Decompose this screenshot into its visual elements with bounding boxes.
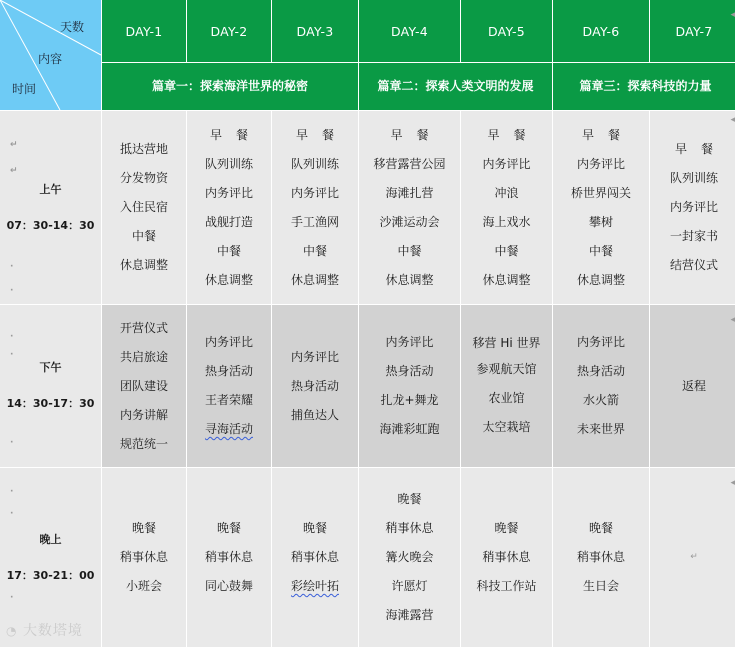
watermark bbox=[6, 620, 83, 640]
period-morning-label: 上午 bbox=[39, 182, 62, 196]
list-item: 捕鱼达人 bbox=[290, 407, 339, 422]
list-item: 队列训练 bbox=[669, 171, 718, 185]
list-item: 稍事休息 bbox=[482, 550, 531, 564]
side-mark-icon: ◂ bbox=[730, 10, 735, 20]
list-item: 桥世界闯关 bbox=[570, 185, 631, 200]
list-item: 内务评比 bbox=[482, 156, 531, 171]
list-item: 热身活动 bbox=[204, 364, 253, 378]
list-item: 返程 bbox=[681, 378, 706, 393]
period-afternoon: · · 下午 14：30-17：30 · bbox=[0, 305, 101, 467]
list-item: 早餐 bbox=[674, 142, 727, 156]
evening-day-4 bbox=[359, 468, 460, 647]
list-item: 休息调整 bbox=[204, 272, 253, 287]
morning-day-6 bbox=[553, 111, 649, 304]
list-item: 内务评比 bbox=[204, 185, 253, 200]
list-item: 晚餐 bbox=[588, 521, 613, 535]
list-item: 队列训练 bbox=[290, 156, 339, 171]
list-item: 稍事休息 bbox=[119, 550, 168, 564]
list-item: 热身活动 bbox=[385, 364, 434, 378]
period-evening: · · 晚上 17：30-21：00 · bbox=[0, 468, 101, 647]
afternoon-day-4 bbox=[359, 305, 460, 467]
day-header-4: DAY-4 bbox=[359, 0, 460, 62]
list-item: 科技工作站 bbox=[476, 579, 537, 593]
list-item: 规范统一 bbox=[119, 436, 168, 451]
list-item: 手工渔网 bbox=[290, 214, 339, 229]
list-item: 团队建设 bbox=[119, 378, 168, 393]
empty-cell-mark: ↵ bbox=[690, 552, 698, 562]
list-item: 海上戏水 bbox=[482, 214, 531, 229]
list-item: 稍事休息 bbox=[290, 550, 339, 564]
corner-content-label: 内容 bbox=[38, 52, 63, 66]
list-item: 开营仪式 bbox=[119, 320, 168, 335]
list-item: 抵达营地 bbox=[119, 142, 168, 156]
list-item: 晚餐 bbox=[302, 521, 327, 535]
list-item: 生日会 bbox=[582, 579, 619, 593]
day-header-6: DAY-6 bbox=[553, 0, 649, 62]
list-item: 稍事休息 bbox=[385, 521, 434, 535]
chapter-header-3: 篇章三：探索科技的力量 bbox=[553, 63, 735, 110]
list-item: 移营 Hi 世界 bbox=[472, 335, 541, 350]
list-item: 同心鼓舞 bbox=[204, 579, 253, 593]
list-item: 晚餐 bbox=[131, 521, 156, 535]
list-item: 战舰打造 bbox=[204, 214, 253, 229]
afternoon-day-5 bbox=[461, 305, 552, 467]
list-item: 沙滩运动会 bbox=[379, 214, 440, 229]
morning-day-4 bbox=[359, 111, 460, 304]
morning-day-5 bbox=[461, 111, 552, 304]
table-corner-header bbox=[0, 0, 101, 110]
list-item: 早餐 bbox=[295, 127, 348, 142]
list-item: 寻海活动 bbox=[204, 422, 253, 436]
watermark-text: 大数塔境 bbox=[22, 623, 83, 639]
evening-day-3 bbox=[272, 468, 358, 647]
afternoon-day-3 bbox=[272, 305, 358, 467]
list-item: 中餐 bbox=[494, 243, 519, 258]
list-item: 内务评比 bbox=[290, 185, 339, 200]
list-item: 未来世界 bbox=[576, 422, 625, 436]
list-item: 海滩彩虹跑 bbox=[379, 422, 440, 436]
list-item: 共启旅途 bbox=[119, 349, 168, 364]
corner-days-label: 天数 bbox=[60, 20, 85, 34]
list-item: 入住民宿 bbox=[119, 200, 168, 214]
list-item: 冲浪 bbox=[494, 185, 519, 200]
morning-day-2 bbox=[187, 111, 271, 304]
list-item: 休息调整 bbox=[576, 272, 625, 287]
list-item: 海滩扎营 bbox=[385, 185, 434, 200]
list-item: 休息调整 bbox=[290, 272, 339, 287]
day-header-3: DAY-3 bbox=[272, 0, 358, 62]
evening-day-2 bbox=[187, 468, 271, 647]
list-item: 中餐 bbox=[131, 229, 156, 243]
side-mark-icon: ◂ bbox=[730, 115, 735, 125]
list-item: 攀树 bbox=[588, 214, 613, 229]
list-item: 篝火晚会 bbox=[385, 550, 434, 564]
list-item: 热身活动 bbox=[576, 364, 625, 378]
corner-time-label: 时间 bbox=[12, 82, 37, 96]
list-item: 队列训练 bbox=[204, 156, 253, 171]
period-morning-time: 07：30-14：30 bbox=[6, 218, 95, 232]
list-item: 内务评比 bbox=[290, 349, 339, 364]
day-header-1: DAY-1 bbox=[102, 0, 186, 62]
list-item: 农业馆 bbox=[488, 390, 525, 405]
list-item: 稍事休息 bbox=[204, 550, 253, 564]
list-item: 热身活动 bbox=[290, 378, 339, 393]
list-item: 彩绘叶拓 bbox=[290, 579, 339, 593]
list-item: 分发物资 bbox=[119, 171, 168, 185]
list-item: 结营仪式 bbox=[669, 258, 718, 272]
morning-day-7 bbox=[650, 111, 735, 304]
list-item: 休息调整 bbox=[482, 272, 531, 287]
list-item: 内务评比 bbox=[576, 335, 625, 349]
afternoon-day-1 bbox=[102, 305, 186, 467]
list-item: 稍事休息 bbox=[576, 550, 625, 564]
list-item: 内务评比 bbox=[204, 335, 253, 349]
side-mark-icon: ◂ bbox=[730, 478, 735, 488]
list-item: 移营露营公园 bbox=[373, 156, 446, 171]
list-item: 休息调整 bbox=[385, 272, 434, 287]
list-item: 晚餐 bbox=[216, 521, 241, 535]
list-item: 内务评比 bbox=[669, 200, 718, 214]
afternoon-day-7 bbox=[650, 305, 735, 467]
day-header-5: DAY-5 bbox=[461, 0, 552, 62]
list-item: 中餐 bbox=[216, 243, 241, 258]
list-item: 许愿灯 bbox=[391, 579, 428, 593]
list-item: 水火箭 bbox=[582, 393, 619, 407]
day-header-2: DAY-2 bbox=[187, 0, 271, 62]
list-item: 内务评比 bbox=[576, 156, 625, 171]
period-afternoon-label: 下午 bbox=[39, 361, 62, 374]
evening-day-5 bbox=[461, 468, 552, 647]
list-item: 王者荣耀 bbox=[204, 393, 253, 407]
period-afternoon-time: 14：30-17：30 bbox=[6, 397, 95, 410]
list-item: 晚餐 bbox=[494, 521, 519, 535]
morning-day-1 bbox=[102, 111, 186, 304]
list-item: 休息调整 bbox=[119, 258, 168, 272]
list-item: 中餐 bbox=[302, 243, 327, 258]
list-item: 中餐 bbox=[397, 243, 422, 258]
list-item: 扎龙+舞龙 bbox=[380, 393, 439, 407]
morning-day-3 bbox=[272, 111, 358, 304]
day-header-7: DAY-7 bbox=[650, 0, 735, 62]
list-item: 内务评比 bbox=[385, 335, 434, 349]
list-item: 早餐 bbox=[581, 127, 634, 142]
period-evening-label: 晚上 bbox=[39, 532, 62, 546]
evening-day-7 bbox=[650, 468, 735, 647]
chapter-header-2: 篇章二：探索人类文明的发展 bbox=[359, 63, 552, 110]
chapter-header-1: 篇章一：探索海洋世界的秘密 bbox=[102, 63, 358, 110]
list-item: 晚餐 bbox=[397, 492, 422, 506]
watermark-logo-icon: ◔ bbox=[6, 624, 18, 638]
side-mark-icon: ◂ bbox=[730, 315, 735, 325]
list-item: 早餐 bbox=[209, 127, 262, 142]
evening-day-1 bbox=[102, 468, 186, 647]
list-item: 早餐 bbox=[487, 127, 540, 142]
list-item: 早餐 bbox=[390, 127, 443, 142]
list-item: 海滩露营 bbox=[385, 608, 434, 622]
evening-day-6 bbox=[553, 468, 649, 647]
list-item: 小班会 bbox=[125, 579, 162, 593]
period-morning: ↵ ↵ 上午 07：30-14：30 · · bbox=[0, 111, 101, 304]
list-item: 一封家书 bbox=[669, 229, 718, 243]
list-item: 参观航天馆 bbox=[476, 361, 537, 376]
afternoon-day-2 bbox=[187, 305, 271, 467]
afternoon-day-6 bbox=[553, 305, 649, 467]
period-evening-time: 17：30-21：00 bbox=[6, 568, 95, 582]
list-item: 太空栽培 bbox=[482, 419, 531, 434]
list-item: 内务讲解 bbox=[119, 407, 168, 422]
list-item: 中餐 bbox=[588, 243, 613, 258]
